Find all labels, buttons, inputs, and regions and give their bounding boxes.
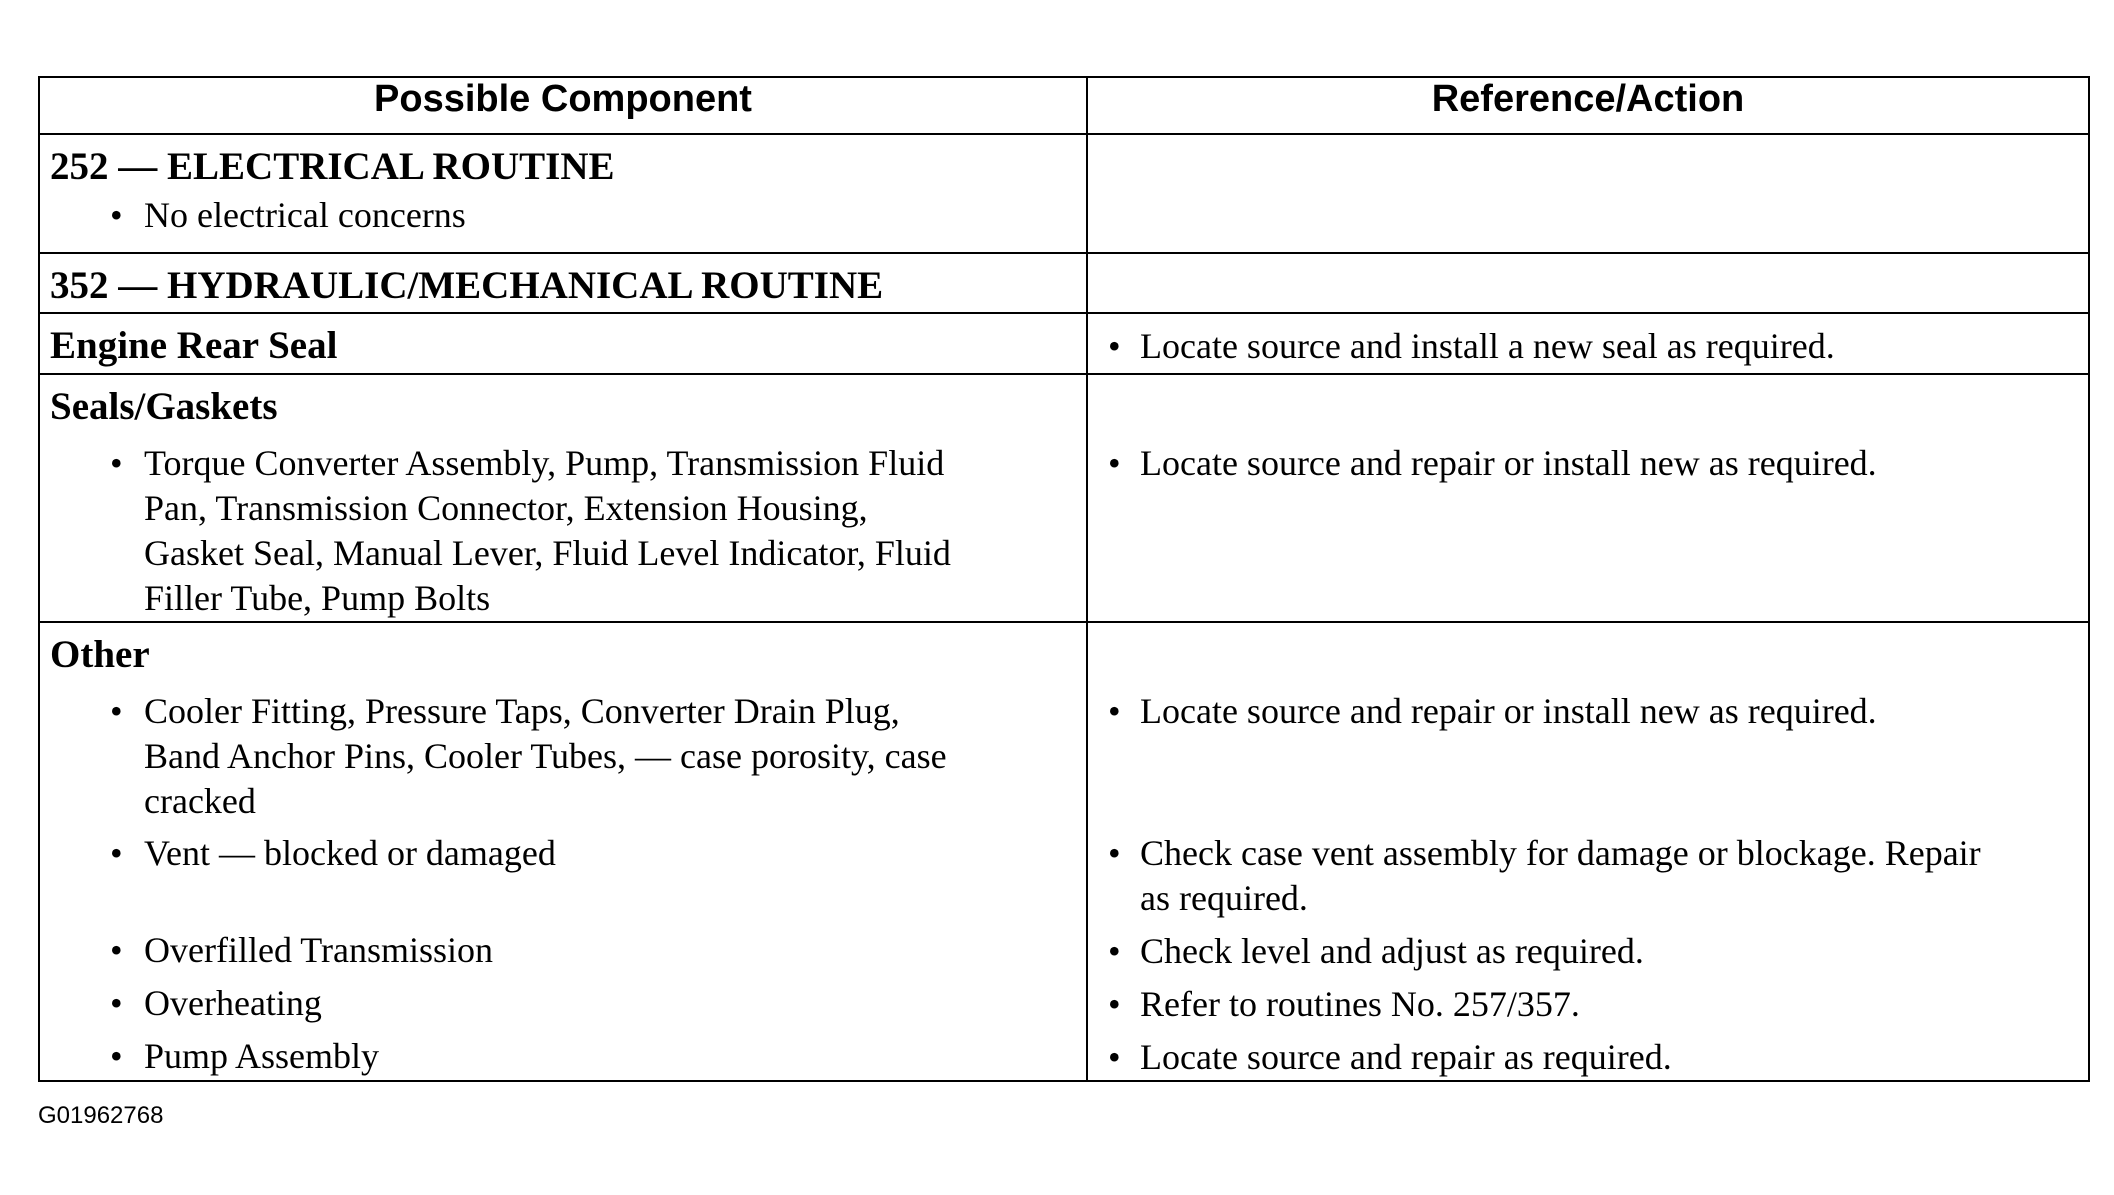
cell-hydraulic-action: [1087, 253, 2089, 313]
action-item: • Check level and adjust as required.: [1088, 929, 2088, 974]
cell-electrical-component: [39, 134, 1087, 253]
cell-electrical-action: [1087, 134, 2089, 253]
list-item: [40, 441, 1086, 621]
cell-engine-rear-seal-action: [1087, 313, 2089, 374]
cell-seals-gaskets-component: [39, 374, 1087, 622]
action-item-line: • Check case vent assembly for damage or blockage. Repair: [1140, 833, 1981, 873]
list-item: • No electrical concerns: [40, 193, 1086, 238]
list-item: • Vent — blocked or damaged: [40, 831, 1086, 876]
action-item: • Locate source and repair or install new as required.: [1088, 441, 2088, 486]
cell-seals-gaskets-action: [1087, 374, 2089, 622]
list-item: • Pump Assembly: [40, 1034, 1086, 1079]
cell-hydraulic-component: [39, 253, 1087, 313]
cell-other-action: [1087, 622, 2089, 1081]
list-item-line: Gasket Seal, Manual Lever, Fluid Level Indicator, Fluid: [144, 533, 951, 573]
action-item-line: as required.: [1140, 878, 1308, 918]
action-item: • Locate source and install a new seal as required.: [1088, 324, 2088, 369]
diagnosis-table: [38, 76, 2090, 1082]
cell-engine-rear-seal-component: [39, 313, 1087, 374]
header-possible-component: Possible Component: [39, 77, 1087, 134]
section-title-other: Other: [50, 633, 150, 676]
section-title-hydraulic: 352 — HYDRAULIC/MECHANICAL ROUTINE: [50, 264, 884, 307]
section-title-engine-rear-seal: Engine Rear Seal: [50, 324, 338, 367]
action-item: • Refer to routines No. 257/357.: [1088, 982, 2088, 1027]
row-engine-rear-seal: [39, 313, 2089, 374]
header-reference-action: Reference/Action: [1087, 77, 2089, 134]
figure-code: G01962768: [38, 1102, 164, 1129]
row-hydraulic-routine: [39, 253, 2089, 313]
list-item: • Overfilled Transmission: [40, 928, 1086, 973]
list-item-line: Band Anchor Pins, Cooler Tubes, — case porosity, case: [144, 736, 947, 776]
row-electrical-routine: [39, 134, 2089, 253]
action-item: • Locate source and repair as required.: [1088, 1035, 2088, 1080]
list-item: • Overheating: [40, 981, 1086, 1026]
action-item: • Locate source and repair or install new as required.: [1088, 689, 2088, 734]
list-item-line: cracked: [144, 781, 256, 821]
cell-other-component: [39, 622, 1087, 1081]
list-item-line: • Cooler Fitting, Pressure Taps, Converter Drain Plug,: [144, 691, 900, 731]
action-item: [1088, 831, 2088, 921]
section-title-electrical: 252 — ELECTRICAL ROUTINE: [50, 145, 615, 188]
section-title-seals-gaskets: Seals/Gaskets: [50, 385, 278, 428]
row-other: [39, 622, 2089, 1081]
list-item-line: Filler Tube, Pump Bolts: [144, 578, 491, 618]
row-seals-gaskets: [39, 374, 2089, 622]
list-item: [40, 689, 1086, 824]
list-item-line: • Torque Converter Assembly, Pump, Transmission Fluid: [144, 443, 945, 483]
list-item-line: Pan, Transmission Connector, Extension Housing,: [144, 488, 868, 528]
header-row: [39, 77, 2089, 134]
